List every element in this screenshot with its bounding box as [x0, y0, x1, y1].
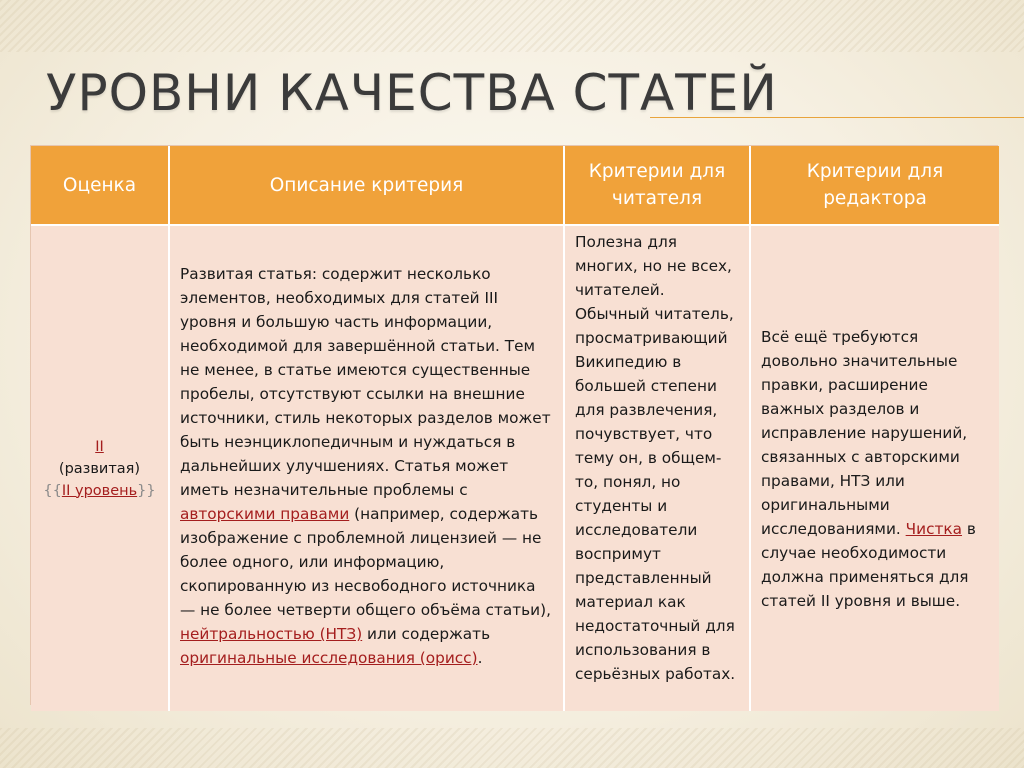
- table-header-row: [31, 146, 999, 225]
- level-name: (развитая): [58, 460, 141, 477]
- description-lead: Развитая статья: [180, 265, 312, 283]
- template-open-brace: {{: [43, 482, 62, 499]
- description-cell: [169, 225, 564, 711]
- description-text: [180, 262, 553, 670]
- decorative-stripes-bottom: [0, 728, 1024, 768]
- description-part-2: (например, содержать изображение с проблемной лицензией — не более одного, или информацию, скопированную из несвободного источника — не более четверти общего объёма статьи),: [180, 505, 551, 619]
- cleanup-link[interactable]: Чистка: [905, 519, 963, 538]
- description-part-3: или содержать: [362, 625, 491, 643]
- quality-levels-table: [31, 146, 999, 711]
- header-editor-criteria: Критерии для редактора: [750, 146, 999, 225]
- table-row: [31, 225, 999, 711]
- description-part-1: : содержит несколько элементов, необходимых для статей III уровня и большую часть информации, необходимой для завершённой статьи. Тем не менее, в статье имеются существенные пробелы, отсутствуют ссылки на внешние источники, стиль некоторых разделов может быть неэнциклопедичным и нуждаться в дальнейших улучшениях. Статья может иметь незначительные проблемы с: [180, 265, 551, 499]
- template-close-brace: }}: [137, 482, 156, 499]
- npov-link[interactable]: нейтральностью (НТЗ): [180, 625, 363, 643]
- decorative-stripes-top: [0, 0, 1024, 52]
- slide-title: УРОВНИ КАЧЕСТВА СТАТЕЙ: [46, 64, 778, 122]
- editor-part-1: Всё ещё требуются довольно значительные правки, расширение важных разделов и исправление нарушений, связанных с авторскими правами, НТЗ или оригинальными исследованиями.: [761, 327, 968, 538]
- header-grade: Оценка: [31, 146, 169, 225]
- copyright-link[interactable]: авторскими правами: [180, 505, 350, 523]
- header-description: Описание критерия: [169, 146, 564, 225]
- editor-criteria-text: [761, 325, 989, 613]
- level-template: [35, 480, 164, 502]
- level-link[interactable]: II: [95, 438, 104, 455]
- header-reader-criteria: Критерии для читателя: [564, 146, 750, 225]
- description-part-4: .: [477, 649, 483, 667]
- level-template-link[interactable]: II уровень: [61, 482, 138, 499]
- title-rule-divider: [650, 117, 1024, 118]
- reader-criteria-text: Полезна для многих, но не всех, читателей. Обычный читатель, просматривающий Википедию в большей степени для развлечения, почувствует, что тему он, в общем-то, понял, но студенты и исследователи воспримут представленный материал как недостаточный для использования в серьёзных работах.: [575, 233, 736, 683]
- reader-criteria-cell: [564, 225, 750, 711]
- grade-cell: [31, 225, 169, 711]
- editor-criteria-cell: [750, 225, 999, 711]
- editor-part-2: в случае необходимости должна применяться для статей II уровня и выше.: [761, 519, 976, 610]
- original-research-link[interactable]: оригинальные исследования (орисс): [180, 649, 478, 667]
